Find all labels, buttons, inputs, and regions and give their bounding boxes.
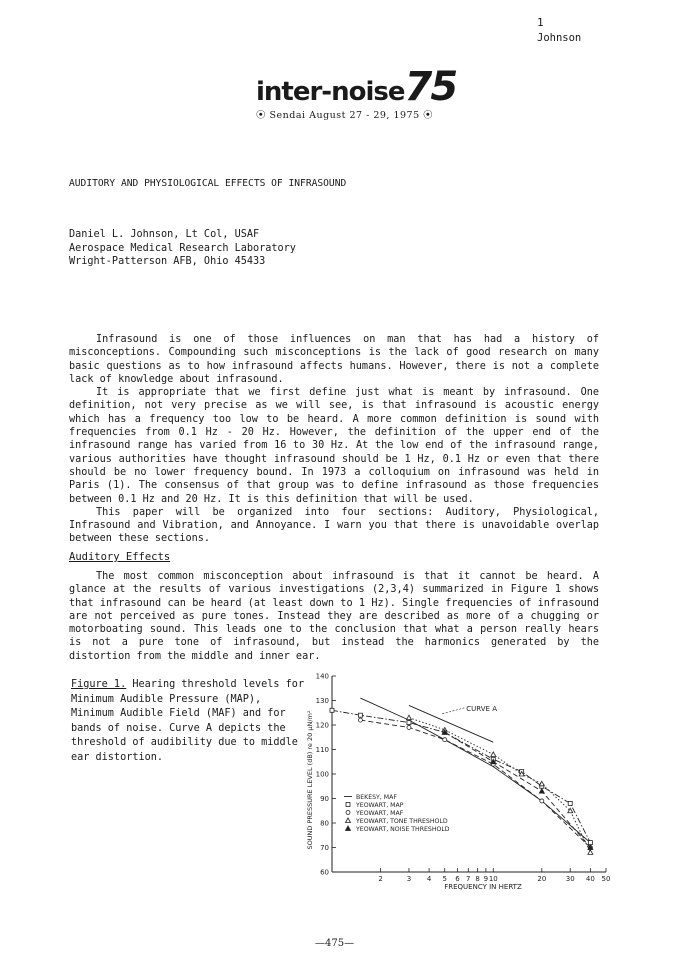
paragraph: This paper will be organized into four sections: Auditory, Physiological, Infrasound and Vibration, and Annoyance. I warn you that there is unavoidable overlap between these sections. (69, 506, 599, 545)
figure-label: Figure 1. (71, 679, 127, 690)
x-tick-label: 30 (565, 875, 575, 883)
intro-body (69, 333, 599, 546)
x-tick-label: 4 (426, 875, 432, 883)
page-footer: —475— (315, 938, 355, 949)
data-point (443, 738, 447, 742)
x-axis-label: FREQUENCY IN HERTZ (444, 883, 522, 891)
y-tick-label: 100 (315, 770, 329, 779)
venue-text: Sendai August 27 - 29, 1975 (269, 110, 420, 121)
data-point (406, 715, 411, 720)
data-point (330, 708, 334, 712)
y-tick-label: 80 (320, 819, 329, 828)
paragraph: Infrasound is one of those influences on man that has had a history of misconceptions. Compounding such misconceptions is the lack of good research on many basic questions as to how infrasound affects humans. However, there is not a complete lack of knowledge about infrasound. (69, 334, 599, 385)
y-tick-label: 60 (320, 868, 329, 877)
x-tick-label: 20 (537, 875, 547, 883)
data-point (358, 718, 362, 722)
venue-line (256, 107, 433, 121)
legend-label: BEKESY, MAF (356, 794, 397, 801)
series-line-5 (445, 732, 591, 847)
data-point (407, 721, 411, 725)
paragraph: It is appropriate that we first define just what is meant by infrasound. One definition, not very precise as we will see, is that infrasound is acoustic energy which has a frequency too low to be heard. A more common definition is sound with frequencies from 0.1 Hz - 20 Hz. However, the definition of the upper end of the infrasound range has varied from 16 to 30 Hz. At the low end of the infrasound range, various authorities have thought infrasound should be 1 Hz, 0.1 Hz or even that there should be no lower frequency bound. In 1973 a colloquium on infrasound was held in Paris (1). The consensus of that group was to define infrasound as those frequencies between 0.1 Hz and 20 Hz. It is this definition that will be used. (69, 387, 599, 505)
conference-logo (256, 64, 457, 110)
data-point (540, 799, 544, 803)
data-point (568, 801, 572, 805)
curve-a-leader (442, 708, 464, 714)
data-point (491, 752, 496, 757)
section-body (69, 570, 599, 663)
caption-text: Hearing threshold levels for Minimum Audible Pressure (MAP), Minimum Audible Field (MAF) and for bands of noise. Curve A depicts the threshold of audibility due to middle ear distortion. (71, 679, 305, 763)
author-name: Daniel L. Johnson, Lt Col, USAF (69, 229, 260, 240)
legend-label: YEOWART, MAP (356, 802, 404, 809)
data-point (358, 713, 362, 717)
legend-label: YEOWART, TONE THRESHOLD (356, 818, 448, 825)
author-lab: Aerospace Medical Research Laboratory (69, 242, 296, 254)
x-tick-label: 6 (455, 875, 460, 883)
x-tick-label: 7 (466, 875, 471, 883)
y-axis-label: SOUND PRESSURE LEVEL (dB) re 20 μN/m² (306, 710, 314, 850)
x-tick-label: 8 (475, 875, 480, 883)
paper-title: AUDITORY AND PHYSIOLOGICAL EFFECTS OF INFRASOUND (69, 178, 347, 189)
page-number: 1 (537, 16, 544, 29)
chart-ticks (316, 673, 611, 884)
figure-1-chart (298, 668, 614, 896)
legend-label: YEOWART, MAF (356, 810, 404, 817)
x-tick-label: 5 (442, 875, 447, 883)
emblem-icon: ⦿ (256, 110, 267, 121)
legend-label: YEOWART, NOISE THRESHOLD (356, 826, 450, 833)
data-point (346, 803, 350, 807)
curve-a-annotation: CURVE A (466, 704, 498, 713)
emblem-icon: ⦿ (423, 110, 434, 121)
y-tick-label: 140 (315, 672, 329, 681)
data-point (539, 789, 544, 794)
x-tick-label: 40 (585, 875, 595, 883)
data-point (346, 826, 351, 831)
y-tick-label: 120 (315, 721, 329, 730)
logo-text: inter-noise (256, 77, 405, 107)
y-tick-label: 90 (320, 795, 329, 803)
x-tick-label: 10 (488, 875, 498, 883)
figure-caption (71, 678, 305, 765)
author-address: Wright-Patterson AFB, Ohio 45433 (69, 256, 266, 267)
data-point (539, 781, 544, 786)
x-tick-label: 2 (378, 875, 383, 883)
paragraph: The most common misconception about infrasound is that it cannot be heard. A glance at the results of various investigations (2,3,4) summarized in Figure 1 shows that infrasound can be heard (at least down to 1 Hz). Single frequencies of infrasound are not perceived as pure tones. Instead they are described as more of a chugging or motorboating sound. This leads one to the conclusion that what a person really hears is not a pure tone of infrasound, but instead the harmonics generated by the distortion from the middle and inner ear. (69, 571, 599, 662)
data-point (346, 818, 351, 823)
running-author: Johnson (537, 32, 582, 44)
author-block (69, 228, 296, 269)
data-point (346, 811, 350, 815)
data-point (588, 841, 592, 845)
logo-year: 75 (404, 64, 457, 110)
y-tick-label: 130 (315, 697, 329, 705)
y-tick-label: 70 (320, 844, 329, 852)
data-point (407, 725, 411, 729)
x-tick-label: 3 (406, 875, 412, 883)
section-heading: Auditory Effects (69, 551, 171, 563)
x-tick-label: 9 (483, 875, 489, 883)
y-tick-label: 110 (315, 746, 329, 754)
chart-legend (344, 794, 450, 833)
x-tick-label: 50 (601, 875, 611, 883)
data-point (588, 850, 593, 855)
